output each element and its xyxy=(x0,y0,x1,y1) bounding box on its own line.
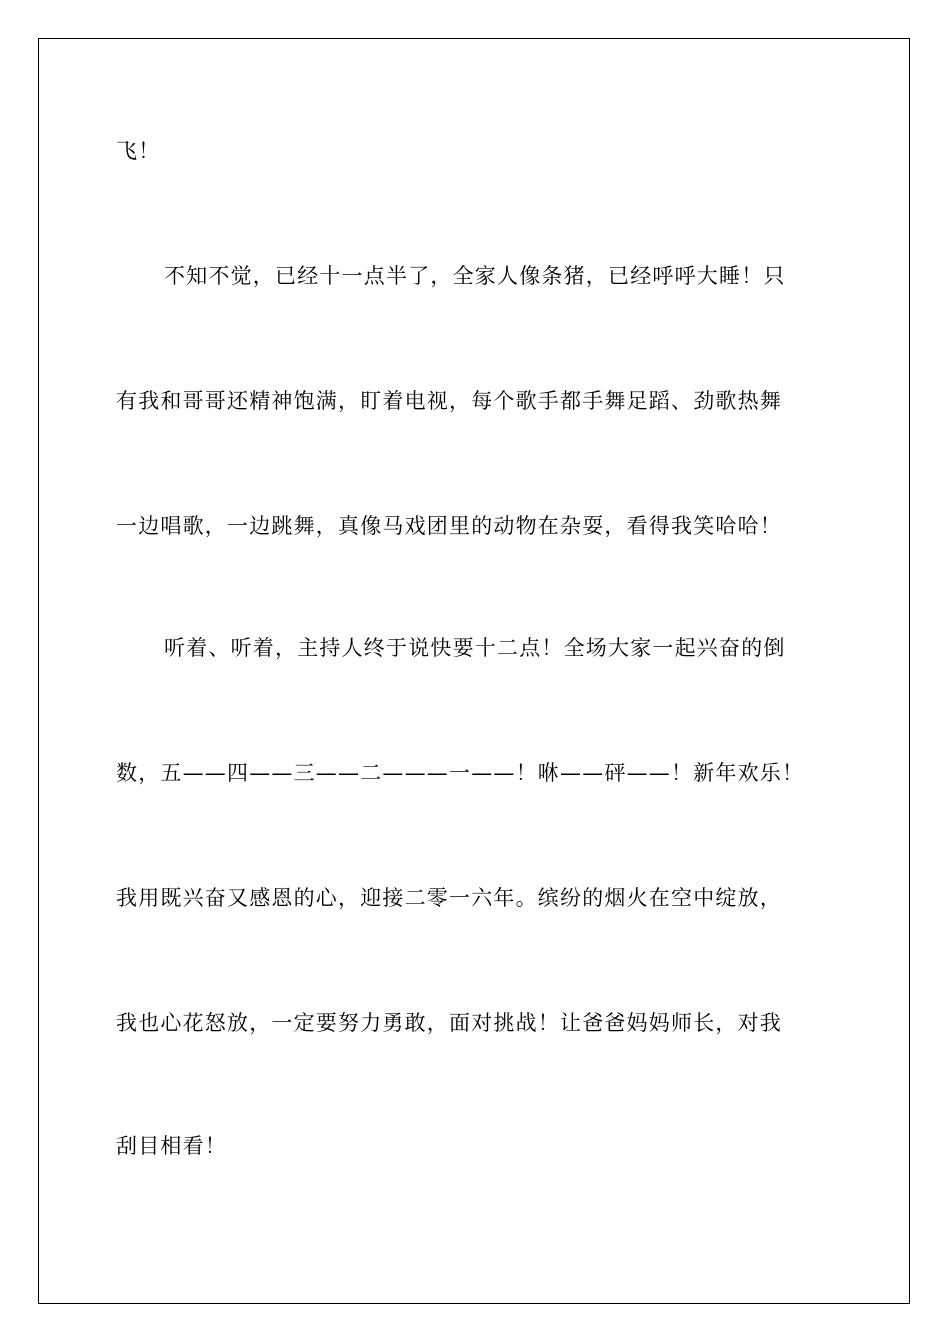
text-line: 一边唱歌，一边跳舞，真像马戏团里的动物在杂耍，看得我笑哈哈！ xyxy=(116,514,782,538)
page-border xyxy=(38,38,910,1304)
text-line: 数，五——四——三——二———一——！咻——砰——！新年欢乐！ xyxy=(116,761,805,785)
paragraph-first-line: 听着、听着，主持人终于说快要十二点！全场大家一起兴奋的倒 xyxy=(164,636,786,660)
text-line: 飞！ xyxy=(116,139,161,163)
text-line: 刮目相看！ xyxy=(116,1134,227,1158)
text-line: 我用既兴奋又感恩的心，迎接二零一六年。缤纷的烟火在空中绽放， xyxy=(116,886,782,910)
text-line: 我也心花怒放，一定要努力勇敢，面对挑战！让爸爸妈妈师长，对我 xyxy=(116,1011,782,1035)
paragraph-first-line: 不知不觉，已经十一点半了，全家人像条猪，已经呼呼大睡！只 xyxy=(164,264,786,288)
text-line: 有我和哥哥还精神饱满，盯着电视，每个歌手都手舞足蹈、劲歌热舞 xyxy=(116,389,782,413)
